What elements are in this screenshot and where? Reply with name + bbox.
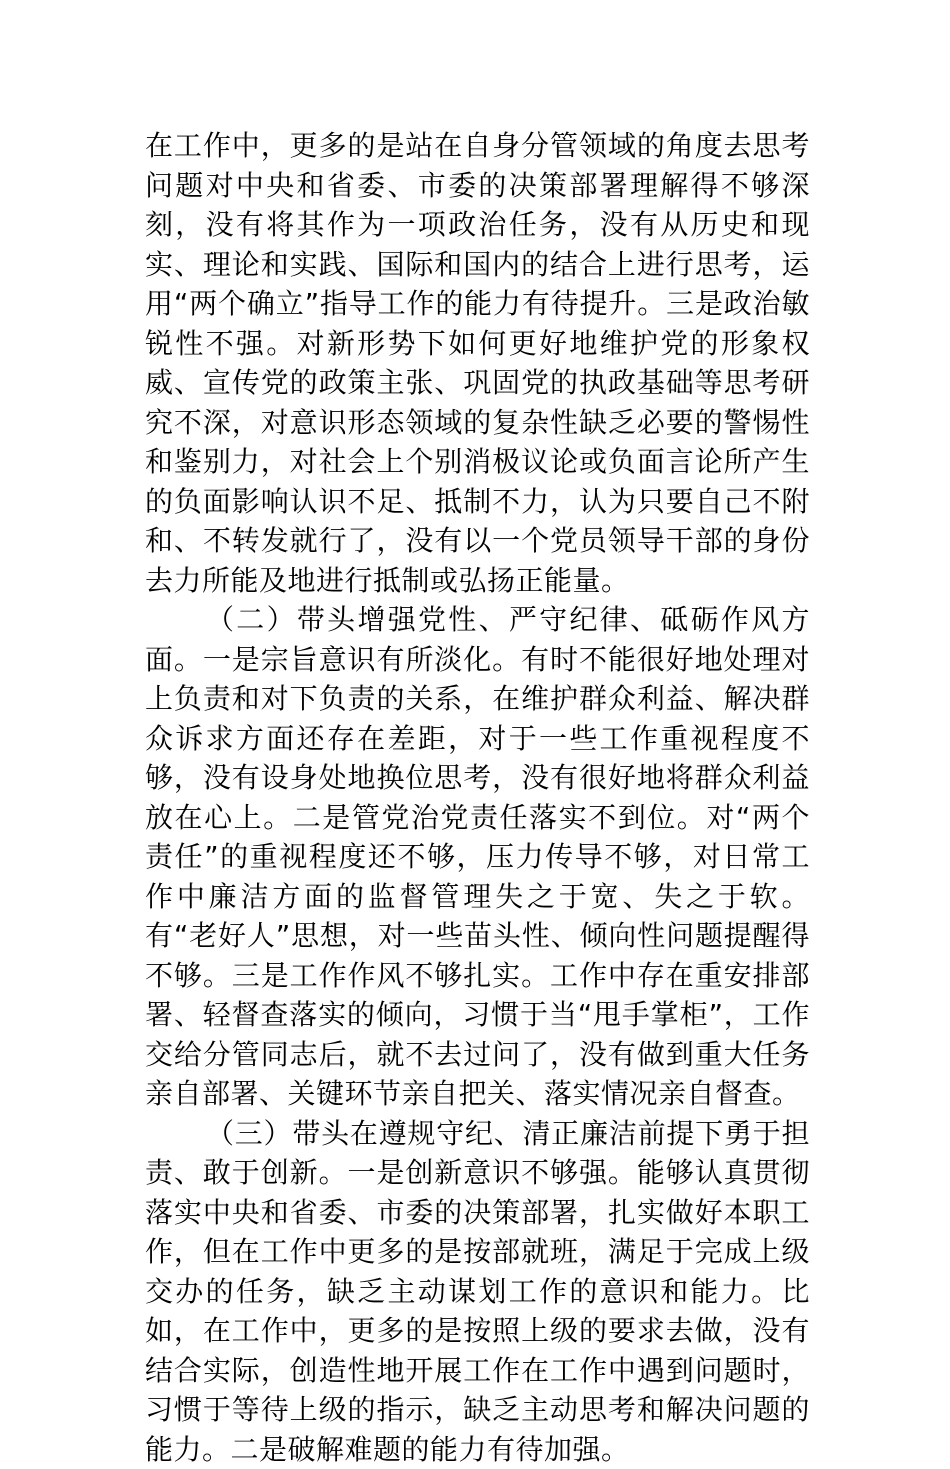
document-body (145, 126, 810, 1469)
paragraph-section-three: （三）带头在遵规守纪、清正廉洁前提下勇于担责、敢于创新。一是创新意识不够强。能够认真贯彻落实中央和省委、市委的决策部署，扎实做好本职工作，但在工作中更多的是按部就班，满足于完成上级交办的任务，缺乏主动谋划工作的意识和能力。比如，在工作中，更多的是按照上级的要求去做，没有结合实际，创造性地开展工作在工作中遇到问题时，习惯于等待上级的指示，缺乏主动思考和解决问题的能力。二是破解难题的能力有待加强。 (145, 1114, 810, 1469)
paragraph-section-two: （二）带头增强党性、严守纪律、砥砺作风方面。一是宗旨意识有所淡化。有时不能很好地处理对上负责和对下负责的关系，在维护群众利益、解决群众诉求方面还存在差距，对于一些工作重视程度不够，没有设身处地换位思考，没有很好地将群众利益放在心上。二是管党治党责任落实不到位。对“两个责任”的重视程度还不够，压力传导不够，对日常工作中廉洁方面的监督管理失之于宽、失之于软。有“老好人”思想，对一些苗头性、倾向性问题提醒得不够。三是工作作风不够扎实。工作中存在重安排部署、轻督查落实的倾向，习惯于当“甩手掌柜”，工作交给分管同志后，就不去过问了，没有做到重大任务亲自部署、关键环节亲自把关、落实情况亲自督查。 (145, 600, 810, 1114)
paragraph-continuation: 在工作中，更多的是站在自身分管领域的角度去思考问题对中央和省委、市委的决策部署理解得不够深刻，没有将其作为一项政治任务，没有从历史和现实、理论和实践、国际和国内的结合上进行思考，运用“两个确立”指导工作的能力有待提升。三是政治敏锐性不强。对新形势下如何更好地维护党的形象权威、宣传党的政策主张、巩固党的执政基础等思考研究不深，对意识形态领域的复杂性缺乏必要的警惕性和鉴别力，对社会上个别消极议论或负面言论所产生的负面影响认识不足、抵制不力，认为只要自己不附和、不转发就行了，没有以一个党员领导干部的身份去力所能及地进行抵制或弘扬正能量。 (145, 126, 810, 600)
